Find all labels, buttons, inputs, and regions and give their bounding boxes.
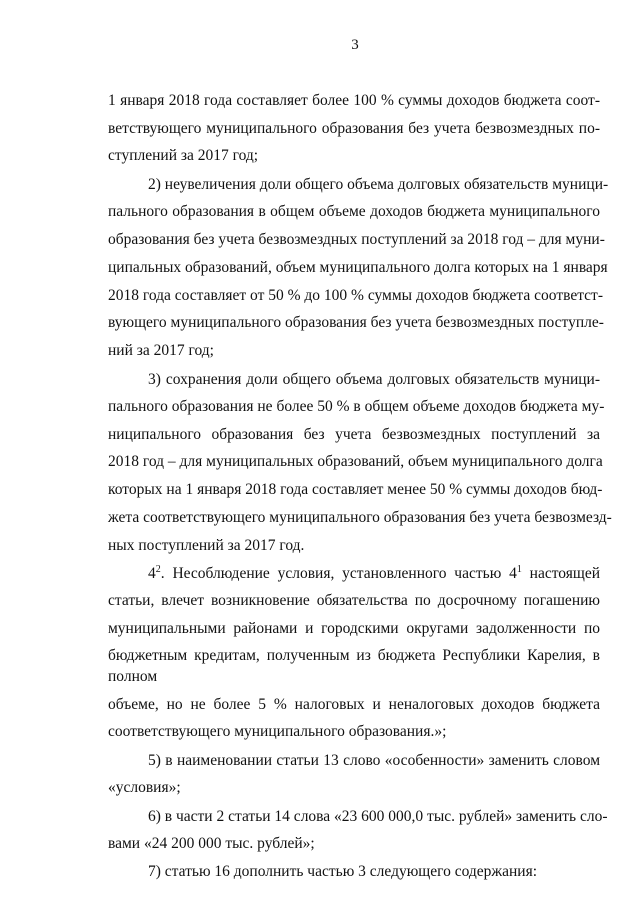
text-line: вами «24 200 000 тыс. рублей»; [108, 835, 315, 852]
text-line: соответствующего муниципального образования.»; [108, 723, 447, 740]
item-text: настоящей [521, 565, 600, 582]
text-line: ветствующего муниципального образования без учета безвозмездных по- [108, 120, 600, 137]
text-line: жета соответствующего муниципального образования без учета безвозмезд- [108, 509, 612, 526]
text-line: полном [108, 668, 158, 685]
text-line: 2) неувеличения доли общего объема долговых обязательств муници- [148, 176, 609, 193]
item-number: 4 [148, 565, 156, 582]
text-line: «условия»; [108, 779, 181, 796]
text-line: 5) в наименовании статьи 13 слово «особенности» заменить словом [148, 752, 600, 769]
reference-superscript: 1 [516, 563, 522, 575]
text-line: 2018 год – для муниципальных образований, объем муниципального долга [108, 453, 603, 470]
text-line: ципальных образований, объем муниципального долга которых на 1 января [108, 259, 608, 276]
text-line: 3) сохранения доли общего объема долговых обязательств муници- [148, 371, 600, 388]
text-line: образования без учета безвозмездных поступлений за 2018 год – для муни- [108, 231, 605, 248]
text-line: 2018 года составляет от 50 % до 100 % суммы доходов бюджета соответст- [108, 287, 603, 304]
text-line: пального образования в общем объеме доходов бюджета муниципального [108, 203, 600, 220]
item-number-superscript: 2 [155, 563, 161, 575]
text-line: вующего муниципального образования без учета безвозмездных поступле- [108, 314, 604, 331]
text-line: ступлений за 2017 год; [108, 147, 259, 164]
text-line: ний за 2017 год; [108, 342, 214, 359]
text-line: 6) в части 2 статьи 14 слова «23 600 000,0 тыс. рублей» заменить сло- [148, 808, 608, 825]
page-number: 3 [351, 37, 359, 53]
text-line: объеме, но не более 5 % налоговых и неналоговых доходов бюджета [108, 696, 600, 713]
text-line: пального образования не более 50 % в общем объеме доходов бюджета му- [108, 398, 605, 415]
text-line: статьи, влечет возникновение обязательства по досрочному погашению [108, 592, 600, 609]
item-4-2-first-line [148, 564, 600, 584]
text-line: ниципального образования без учета безвозмездных поступлений за [108, 426, 600, 443]
text-line: бюджетным кредитам, полученным из бюджета Республики Карелия, в [108, 647, 600, 664]
text-line: муниципальными районами и городскими округами задолженности по [108, 620, 600, 637]
text-line: 7) статью 16 дополнить частью 3 следующего содержания: [148, 863, 538, 880]
text-line: 1 января 2018 года составляет более 100 % суммы доходов бюджета соот- [108, 92, 600, 109]
item-text: . Несоблюдение условия, установленного частью 4 [160, 565, 517, 582]
text-line: ных поступлений за 2017 год. [108, 537, 305, 554]
text-line: которых на 1 января 2018 года составляет менее 50 % суммы доходов бюд- [108, 481, 603, 498]
